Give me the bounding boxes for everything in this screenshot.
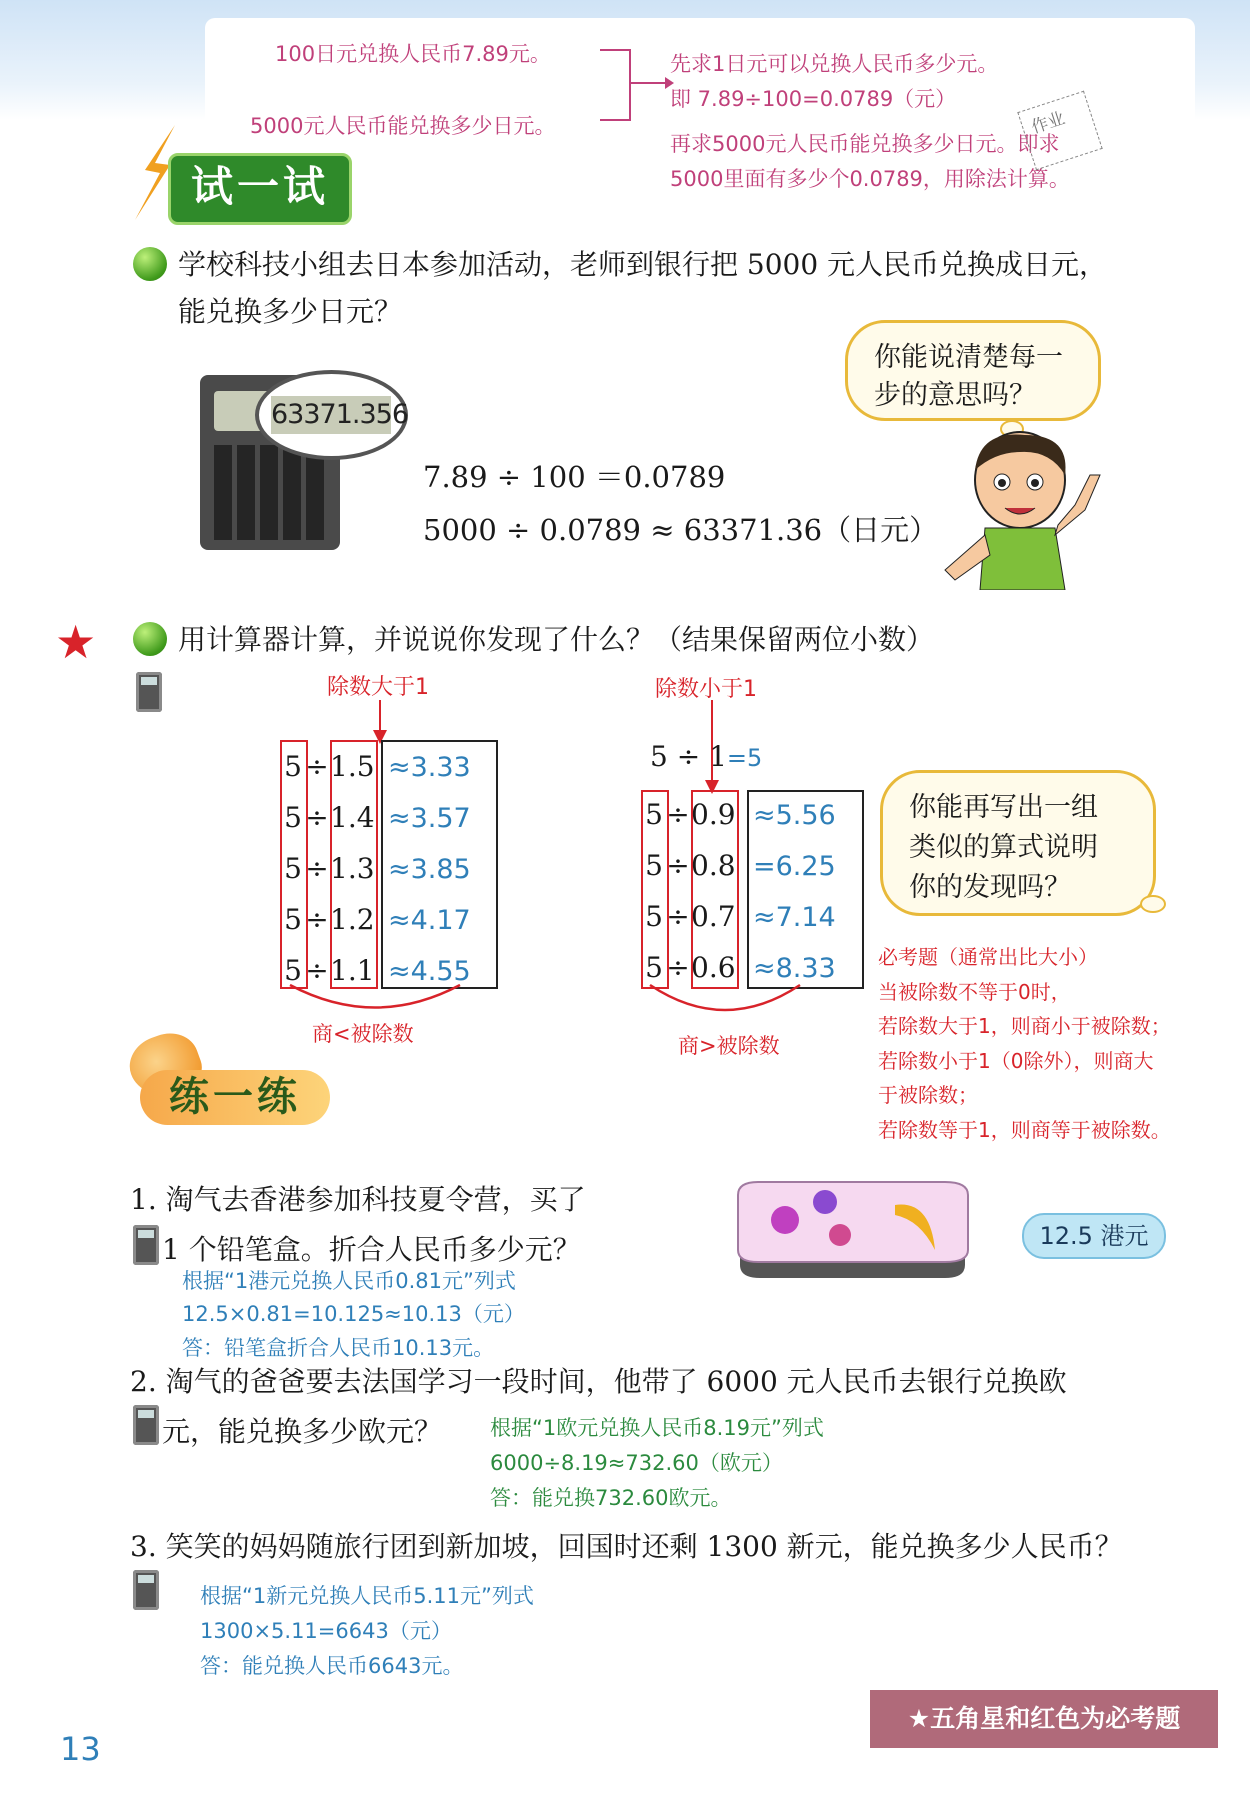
header-line2: 5000元人民币能兑换多少日元。 bbox=[250, 114, 556, 138]
q1-line2: 能兑换多少日元？ bbox=[178, 295, 403, 328]
arc-left bbox=[285, 980, 465, 1020]
bubble2-line2: 类似的算式说明 bbox=[909, 832, 1098, 863]
right-row: 5 ÷0.9 ≈5.56 bbox=[645, 798, 836, 831]
right-first-expr: 5 ÷ 1 bbox=[650, 740, 727, 773]
p3-line1: 3. 笑笑的妈妈随旅行团到新加坡，回国时还剩 1300 新元，能兑换多少人民币？ bbox=[130, 1530, 1123, 1563]
conclusion-line: 若除数大于1，则商小于被除数； bbox=[878, 1014, 1171, 1038]
header-note2: 即 7.89÷100=0.0789（元） bbox=[670, 87, 957, 111]
p2-answer-1: 根据“1欧元兑换人民币8.19元”列式 bbox=[490, 1416, 824, 1440]
p3-answer-3: 答：能兑换人民币6643元。 bbox=[200, 1654, 464, 1678]
calculator-small-icon bbox=[136, 672, 162, 712]
practice-section-title: 练一练 bbox=[140, 1070, 330, 1125]
left-row: 5 ÷1.4 ≈3.57 bbox=[284, 801, 471, 834]
right-row: 5 ÷0.8 =6.25 bbox=[645, 849, 836, 882]
thought-bubble-2 bbox=[880, 770, 1156, 916]
green-bullet-icon bbox=[133, 622, 167, 656]
p1-answer-2: 12.5×0.81=10.125≈10.13（元） bbox=[182, 1302, 525, 1326]
thought-bubble-1 bbox=[845, 320, 1101, 421]
boy-character-icon bbox=[940, 430, 1110, 590]
calculator-small-icon bbox=[133, 1225, 159, 1265]
bracket-arrow bbox=[595, 45, 675, 125]
equation-1: 7.89 ÷ 100 ＝0.0789 bbox=[423, 460, 726, 494]
header-note1: 先求1日元可以兑换人民币多少元。 bbox=[670, 52, 999, 76]
left-row: 5 ÷1.3 ≈3.85 bbox=[284, 852, 471, 885]
left-row: 5 ÷1.5 ≈3.33 bbox=[284, 750, 471, 783]
calculator-display-zoom bbox=[255, 370, 408, 460]
star-icon: ★ bbox=[55, 615, 97, 669]
left-row: 5 ÷1.2 ≈4.17 bbox=[284, 903, 471, 936]
bubble2-line1: 你能再写出一组 bbox=[909, 792, 1098, 823]
watermark-stamp: 作业 bbox=[1017, 91, 1102, 171]
calculator-small-icon bbox=[133, 1570, 159, 1610]
try-section-title: 试一试 bbox=[168, 153, 352, 225]
bubble2-line3: 你的发现吗？ bbox=[909, 872, 1071, 903]
caption-left: 商<被除数 bbox=[312, 1022, 414, 1046]
label-divisor-greater: 除数大于1 bbox=[327, 675, 429, 700]
arrow-down-icon bbox=[370, 700, 390, 745]
left-row: 5 ÷1.1 ≈4.55 bbox=[284, 954, 471, 987]
conclusion-line: 若除数小于1（0除外），则商大 bbox=[878, 1048, 1154, 1073]
header-note3: 再求5000元人民币能兑换多少日元。即求 bbox=[670, 132, 1060, 156]
arc-right bbox=[645, 980, 805, 1025]
left-table bbox=[282, 742, 502, 997]
green-bullet-icon bbox=[133, 247, 167, 281]
p2-line2: 元，能兑换多少欧元？ bbox=[162, 1415, 443, 1448]
calculator-display: 63371.356 bbox=[271, 396, 391, 434]
equation-2: 5000 ÷ 0.0789 ≈ 63371.36（日元） bbox=[423, 513, 939, 547]
legend-banner: ★五角星和红色为必考题 bbox=[870, 1690, 1218, 1748]
right-row: 5 ÷0.6 ≈8.33 bbox=[645, 951, 836, 984]
header-line1: 100日元兑换人民币7.89元。 bbox=[275, 42, 551, 66]
q2-text: 用计算器计算，并说说你发现了什么？（结果保留两位小数） bbox=[178, 623, 935, 656]
p1-answer-3: 答：铅笔盒折合人民币10.13元。 bbox=[182, 1336, 495, 1360]
p2-line1: 2. 淘气的爸爸要去法国学习一段时间，他带了 6000 元人民币去银行兑换欧 bbox=[130, 1365, 1067, 1398]
pencil-case-icon bbox=[730, 1180, 975, 1280]
right-first-row bbox=[650, 740, 762, 773]
p1-line1: 1. 淘气去香港参加科技夏令营，买了 bbox=[130, 1183, 586, 1216]
conclusion-notes bbox=[878, 940, 1250, 1147]
bubble-dot bbox=[1140, 895, 1166, 913]
p2-answer-2: 6000÷8.19≈732.60（欧元） bbox=[490, 1451, 783, 1475]
header-note4: 5000里面有多少个0.0789，用除法计算。 bbox=[670, 167, 1070, 191]
q1-line1: 学校科技小组去日本参加活动，老师到银行把 5000 元人民币兑换成日元， bbox=[178, 248, 1108, 281]
bubble1-line1: 你能说清楚每一 bbox=[874, 342, 1063, 373]
page-number: 13 bbox=[60, 1730, 101, 1768]
price-tag: 12.5 港元 bbox=[1022, 1213, 1166, 1259]
conclusion-line: 当被除数不等于0时， bbox=[878, 979, 1071, 1004]
right-first-result: =5 bbox=[726, 744, 763, 772]
p3-answer-2: 1300×5.11=6643（元） bbox=[200, 1619, 452, 1643]
conclusion-line: 必考题（通常出比大小） bbox=[878, 945, 1098, 969]
conclusion-line: 于被除数； bbox=[878, 1083, 978, 1107]
p1-line2: 1 个铅笔盒。折合人民币多少元？ bbox=[162, 1233, 581, 1266]
p1-answer-1: 根据“1港元兑换人民币0.81元”列式 bbox=[182, 1269, 516, 1293]
bubble1-line2: 步的意思吗？ bbox=[874, 380, 1036, 411]
right-row: 5 ÷0.7 ≈7.14 bbox=[645, 900, 836, 933]
label-divisor-less: 除数小于1 bbox=[655, 677, 757, 702]
caption-right: 商>被除数 bbox=[678, 1034, 780, 1058]
p2-answer-3: 答：能兑换732.60欧元。 bbox=[490, 1486, 732, 1510]
calculator-small-icon bbox=[133, 1405, 159, 1445]
p3-answer-1: 根据“1新元兑换人民币5.11元”列式 bbox=[200, 1584, 534, 1608]
conclusion-line: 若除数等于1，则商等于被除数。 bbox=[878, 1117, 1171, 1142]
right-table bbox=[643, 790, 868, 994]
